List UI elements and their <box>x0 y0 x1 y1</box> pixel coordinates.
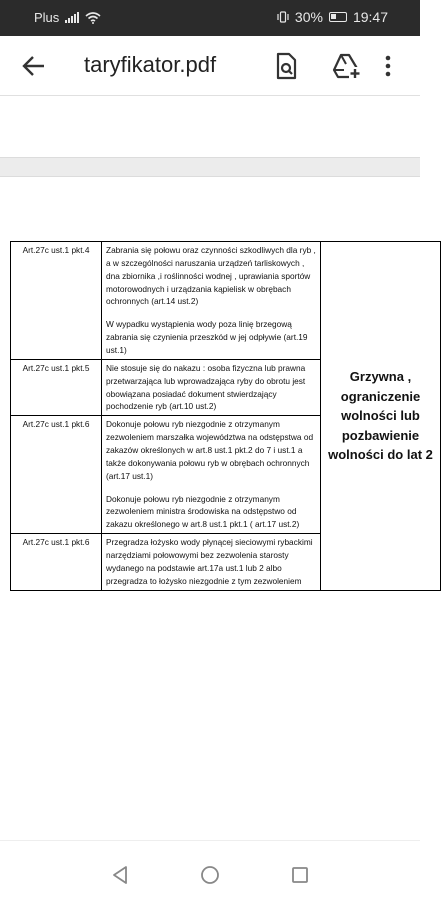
description-paragraph: Przegradza łożysko wody płynącej sieciowymi rybackimi narzędziami połowowymi bez zezwolenia starosty wydanego na podstawie art.17a ust.1 lub 2 albo przegradza to łożysko niezgodnie z tym zezwoleniem <box>106 537 313 586</box>
battery-icon <box>329 12 347 22</box>
description-paragraph: W wypadku wystąpienia wody poza linię brzegową zabrania się czynienia przeszkód w jej odpływie (art.19 ust.1) <box>106 319 308 356</box>
circle-home-icon[interactable] <box>198 863 222 887</box>
description-cell <box>102 242 321 360</box>
system-nav-bar <box>0 840 420 900</box>
battery-percent: 30% <box>294 9 323 25</box>
status-right <box>277 9 388 25</box>
description-paragraph: Dokonuje połowu ryb niezgodnie z otrzymanym zezwoleniem marszałka województwa na odstępstwa od zakazów określonych w art.8 ust.1 pkt.2 do 7 i ust.1 a także dokonywania połowu ryb w obrębach ochronnych (art.17 ust.1) <box>106 419 314 481</box>
square-recents-icon[interactable] <box>288 863 312 887</box>
penalty-cell: Grzywna , ograniczenie wolności lub pozbawienie wolności do lat 2 <box>321 242 441 591</box>
article-cell: Art.27c ust.1 pkt.5 <box>11 359 102 415</box>
signal-icon <box>65 12 79 23</box>
description-paragraph: Zabrania się połowu oraz czynności szkodliwych dla ryb , a w szczególności naruszania urządzeń tarliskowych , dna zbiornika ,i roślinności wodnej , uprawiania sportów motorowodnych i urządzania kąpielisk w obrębach ochronnych (art.14 ust.2) <box>106 245 316 307</box>
vibrate-icon <box>277 11 289 23</box>
document-title: taryfikator.pdf <box>84 52 217 77</box>
status-bar <box>0 0 420 36</box>
arrow-left-icon[interactable] <box>18 50 50 82</box>
pdf-page[interactable] <box>0 177 433 840</box>
article-cell: Art.27c ust.1 pkt.6 <box>11 534 102 590</box>
description-cell <box>102 416 321 534</box>
document-search-icon[interactable] <box>270 50 302 82</box>
toolbar-spacer <box>0 97 420 157</box>
article-cell: Art.27c ust.1 pkt.4 <box>11 242 102 360</box>
description-paragraph: Nie stosuje się do nakazu : osoba fizyczna lub prawna przetwarzająca lub wprowadzająca ryby do obrotu jest obowiązana posiadać dokument stwierdzający pochodzenie ryb (art.10 ust.2) <box>106 362 306 412</box>
add-to-drive-icon[interactable] <box>330 50 362 82</box>
carrier-label: Plus <box>34 10 60 25</box>
description-cell <box>102 534 321 590</box>
more-vert-icon[interactable] <box>380 50 396 82</box>
penalty-table <box>10 241 441 591</box>
triangle-back-icon[interactable] <box>108 863 132 887</box>
description-paragraph: Dokonuje połowu ryb niezgodnie z otrzymanym zezwoleniem ministra środowiska na odstępstwo od zakazu określonego w art.8 ust.1 pkt.1 ( art.17 ust.2) <box>106 493 300 530</box>
wifi-icon <box>85 12 101 24</box>
status-left <box>34 10 101 25</box>
table-row <box>11 242 441 360</box>
app-bar <box>0 36 420 96</box>
article-cell: Art.27c ust.1 pkt.6 <box>11 416 102 534</box>
clock: 19:47 <box>352 9 388 25</box>
description-cell <box>102 359 321 415</box>
page-separator <box>0 157 420 177</box>
